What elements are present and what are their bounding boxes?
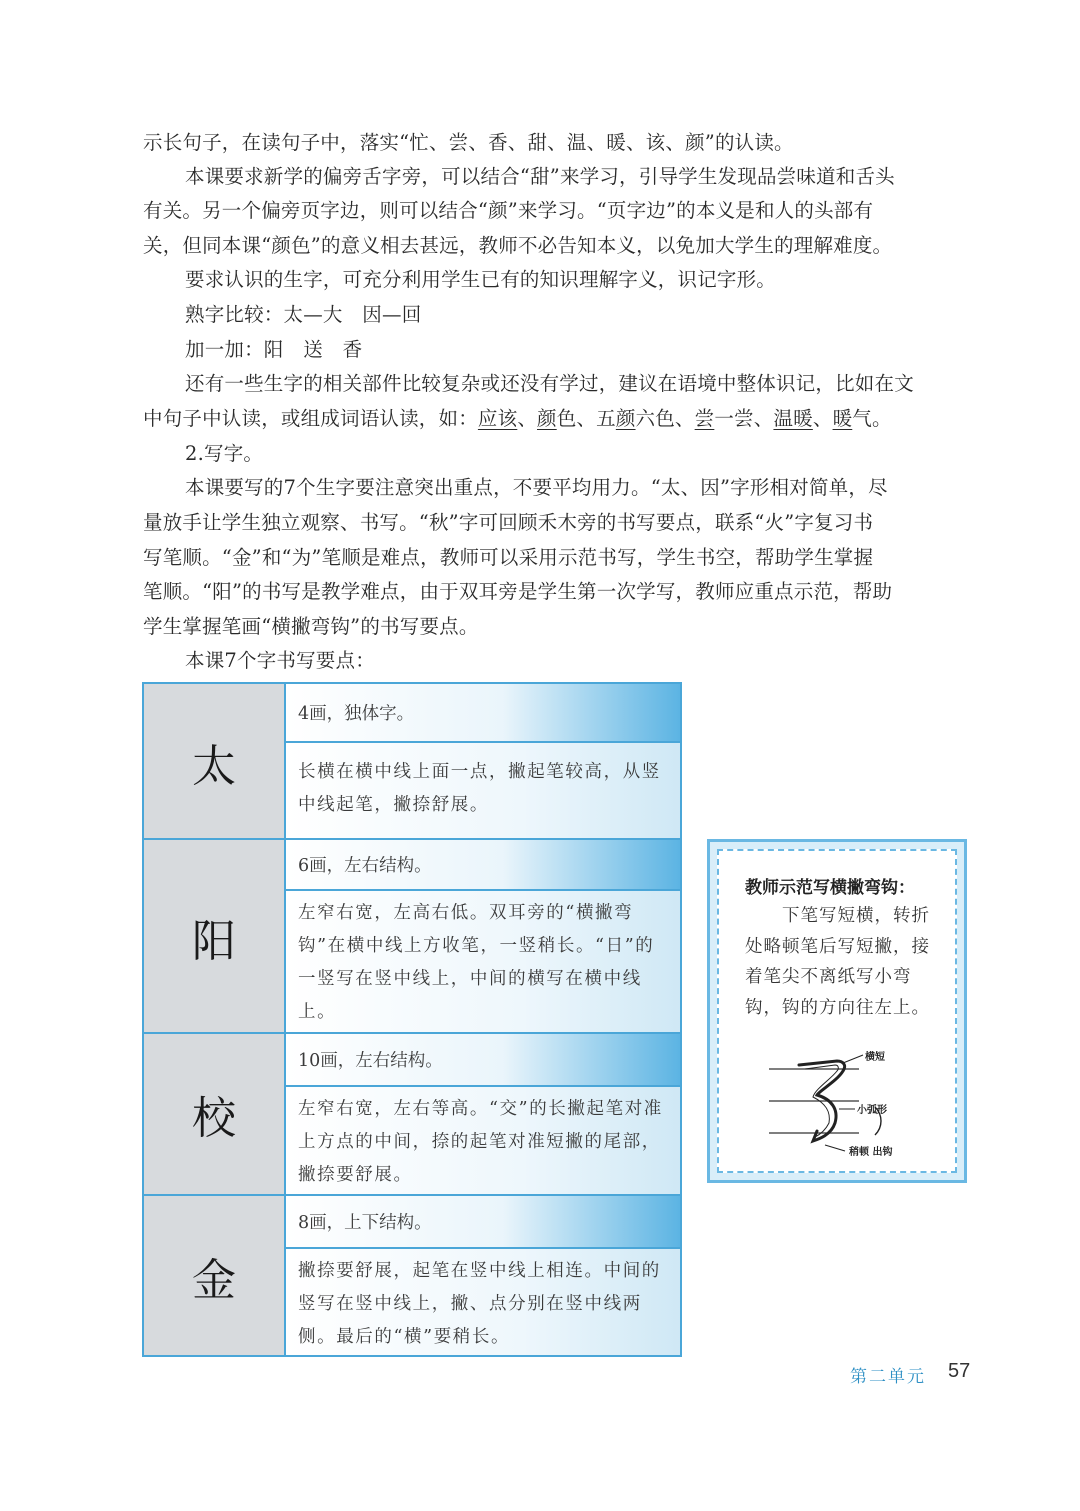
underlined-word: 颜 — [615, 407, 636, 430]
stroke-count: 6画，左右结构。 — [286, 840, 680, 889]
paragraph-line: 有关。另一个偏旁页字边，则可以结合“颜”来学习。“页字边”的本义是和人的头部有 — [143, 199, 874, 222]
table-row — [144, 840, 680, 1033]
underlined-word: 温暖 — [773, 407, 813, 430]
unit-label: 第二单元 — [850, 1367, 926, 1387]
character-cell — [144, 1034, 286, 1194]
paragraph-line: 示长句子，在读句子中，落实“忙、尝、香、甜、温、暖、该、颜”的认读。 — [143, 131, 794, 154]
underlined-word: 颜 — [537, 407, 557, 430]
paragraph-line: 本课7个字书写要点： — [185, 649, 375, 672]
paragraph-line: 写笔顺。“金”和“为”笔顺是难点，教师可以采用示范书写，学生书空，帮助学生掌握 — [143, 546, 874, 569]
character-writing-table — [142, 682, 682, 1357]
note-title: 教师示范写横撇弯钩： — [745, 878, 915, 898]
text-span: 一尝、 — [714, 407, 774, 430]
underlined-word: 应该 — [477, 407, 518, 430]
stroke-count: 10画，左右结构。 — [286, 1034, 680, 1085]
pointer-line — [825, 1145, 845, 1151]
pointer-line — [843, 1055, 863, 1063]
writing-tips: 长横在横中线上面一点，撇起笔较高，从竖中线起笔，撇捺舒展。 — [286, 741, 680, 839]
underlined-word: 尝 — [694, 407, 715, 430]
teacher-demo-note — [707, 839, 967, 1183]
fig-label: 小弧形 — [857, 1105, 887, 1116]
paragraph-line: 本课要求新学的偏旁舌字旁，可以结合“甜”来学习，引导学生发现品尝味道和舌头 — [185, 165, 895, 188]
page-number: 57 — [948, 1360, 971, 1382]
paragraph-line: 学生掌握笔画“横撇弯钩”的书写要点。 — [143, 615, 479, 638]
paragraph-line: 关，但同本课“颜色”的意义相去甚远，教师不必告知本义，以免加大学生的理解难度。 — [143, 234, 893, 257]
text-span: 六色、 — [635, 407, 695, 430]
writing-tips: 撇捺要舒展，起笔在竖中线上相连。中间的竖写在竖中线上，撇、点分别在竖中线两侧。最后的“横”要稍长。 — [286, 1247, 680, 1355]
stroke-diagram — [759, 1051, 949, 1161]
text-span: 、 — [812, 407, 833, 430]
text-span: 、五 — [576, 407, 616, 430]
stroke-count: 8画，上下结构。 — [286, 1196, 680, 1247]
character: 金 — [192, 1254, 236, 1306]
paragraph-line: 要求认识的生字，可充分利用学生已有的知识理解字义，识记字形。 — [185, 268, 777, 291]
paragraph-line: 熟字比较：太—大 因—回 — [185, 303, 422, 326]
paragraph-line-with-underlines — [143, 402, 971, 437]
text-span: 气。 — [852, 407, 892, 430]
paragraph-line: 加一加：阳 送 香 — [185, 338, 363, 361]
fig-label: 稍顿 出钩 — [849, 1147, 893, 1158]
character-cell — [144, 684, 286, 839]
table-row — [144, 1034, 680, 1194]
paragraph-line: 还有一些生字的相关部件比较复杂或还没有学过，建议在语境中整体识记，比如在文 — [185, 372, 914, 395]
table-row — [144, 684, 680, 839]
character: 校 — [192, 1093, 236, 1144]
underlined-word: 暖 — [832, 407, 853, 430]
stroke-count: 4画，独体字。 — [286, 684, 680, 741]
text-span: 色 — [556, 407, 577, 430]
character: 阳 — [192, 915, 236, 967]
text-span: 中句子中认读，或组成词语认读，如： — [143, 407, 478, 430]
fig-label: 横短 — [865, 1052, 885, 1063]
note-body: 下笔写短横，转折处略顿笔后写短撇，接着笔尖不离纸写小弯钩，钩的方向往左上。 — [745, 906, 930, 1018]
character: 太 — [192, 740, 236, 792]
paragraph-line: 本课要写的7个生字要注意突出重点，不要平均用力。“太、因”字形相对简单，尽 — [185, 476, 888, 499]
note-frame — [717, 849, 957, 1173]
character-cell — [144, 840, 286, 1033]
table-row — [144, 1196, 680, 1355]
writing-tips: 左窄右宽，左右等高。“交”的长撇起笔对准上方点的中间，捺的起笔对准短撇的尾部，撇捺要舒展。 — [286, 1085, 680, 1194]
paragraph-line: 笔顺。“阳”的书写是教学难点，由于双耳旁是学生第一次学写，教师应重点示范，帮助 — [143, 580, 893, 603]
paragraph-line: 量放手让学生独立观察、书写。“秋”字可回顾禾木旁的书写要点，联系“火”字复习书 — [143, 511, 874, 534]
section-heading: 2.写字。 — [185, 442, 264, 465]
character-cell — [144, 1196, 286, 1355]
writing-tips: 左窄右宽，左高右低。双耳旁的“横撇弯钩”在横中线上方收笔，一竖稍长。“日”的一竖写在竖中线上，中间的横写在横中线上。 — [286, 889, 680, 1033]
text-span: 、 — [517, 407, 538, 430]
